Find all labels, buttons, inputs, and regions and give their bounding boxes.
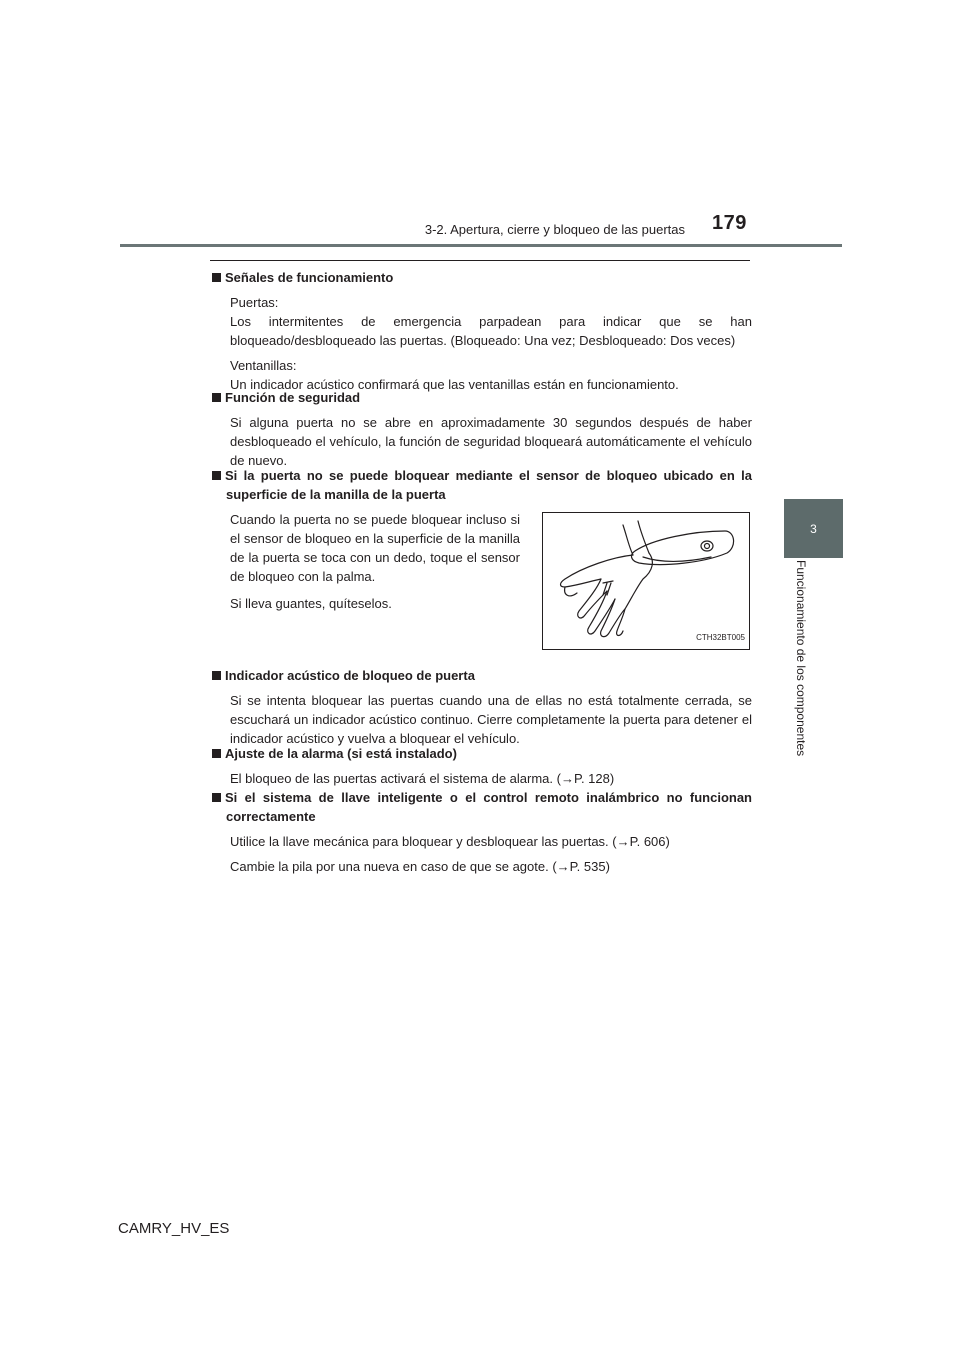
text-with-figure — [230, 510, 752, 650]
square-bullet-icon — [212, 471, 221, 480]
section-title: Señales de funcionamiento — [212, 268, 752, 287]
document-id: CAMRY_HV_ES — [118, 1220, 230, 1237]
section-smart-key-malfunction — [212, 788, 752, 876]
section-title: Indicador acústico de bloqueo de puerta — [212, 666, 752, 685]
square-bullet-icon — [212, 671, 221, 680]
square-bullet-icon — [212, 393, 221, 402]
running-header-title: 3-2. Apertura, cierre y bloqueo de las puertas — [424, 222, 685, 237]
section-title: Función de seguridad — [212, 388, 752, 407]
section-operation-signals — [212, 268, 752, 394]
page-number: 179 — [712, 212, 747, 234]
section-lock-buzzer — [212, 666, 752, 748]
section-title: Ajuste de la alarma (si está instalado) — [212, 744, 752, 763]
paragraph: Si se intenta bloquear las puertas cuando una de ellas no está totalmente cerrada, se escuchará un indicador acústico continuo. Cierre completamente la puerta para detener el indicador acústico y vuelva a bloquear el vehículo. — [230, 693, 752, 746]
chapter-tab — [784, 499, 843, 558]
chapter-number: 3 — [810, 521, 817, 536]
paragraph: El bloqueo de las puertas activará el sistema de alarma. (→P. 128) — [230, 771, 615, 786]
section-lock-sensor — [212, 466, 752, 650]
square-bullet-icon — [212, 273, 221, 282]
section-title: Si la puerta no se puede bloquear mediante el sensor de bloqueo ubicado en la superficie de la manilla de la puerta — [212, 466, 752, 504]
door-handle-illustration — [542, 512, 750, 650]
paragraph: Si lleva guantes, quíteselos. — [230, 596, 392, 611]
content-top-rule — [210, 260, 750, 261]
section-security-function — [212, 388, 752, 470]
paragraph: Utilice la llave mecánica para bloquear y desbloquear las puertas. (→P. 606) — [230, 834, 670, 849]
section-alarm-setting — [212, 744, 752, 788]
paragraph: Cuando la puerta no se puede bloquear incluso si el sensor de bloqueo en la superficie de la manilla de la puerta se toca con un dedo, toque el sensor de bloqueo con la palma. — [230, 512, 520, 584]
square-bullet-icon — [212, 793, 221, 802]
paragraph: Si alguna puerta no se abre en aproximadamente 30 segundos después de haber desbloqueado el vehículo, la función de seguridad bloqueará automáticamente el vehículo de nuevo. — [230, 415, 752, 468]
figure-code: CTH32BT005 — [696, 633, 745, 642]
header-rule — [120, 244, 842, 247]
paragraph: Cambie la pila por una nueva en caso de que se agote. (→P. 535) — [230, 859, 610, 874]
paragraph: Puertas: Los intermitentes de emergencia parpadean para indicar que se han bloqueado/desbloqueado las puertas. (Bloqueado: Una vez; Desbloqueado: Dos veces) — [230, 295, 752, 348]
square-bullet-icon — [212, 749, 221, 758]
paragraph: Ventanillas: Un indicador acústico confirmará que las ventanillas están en funcionamiento. — [230, 358, 679, 392]
section-title: Si el sistema de llave inteligente o el control remoto inalámbrico no funcionan correctamente — [212, 788, 752, 826]
chapter-title: Funcionamiento de los componentes — [794, 560, 808, 757]
